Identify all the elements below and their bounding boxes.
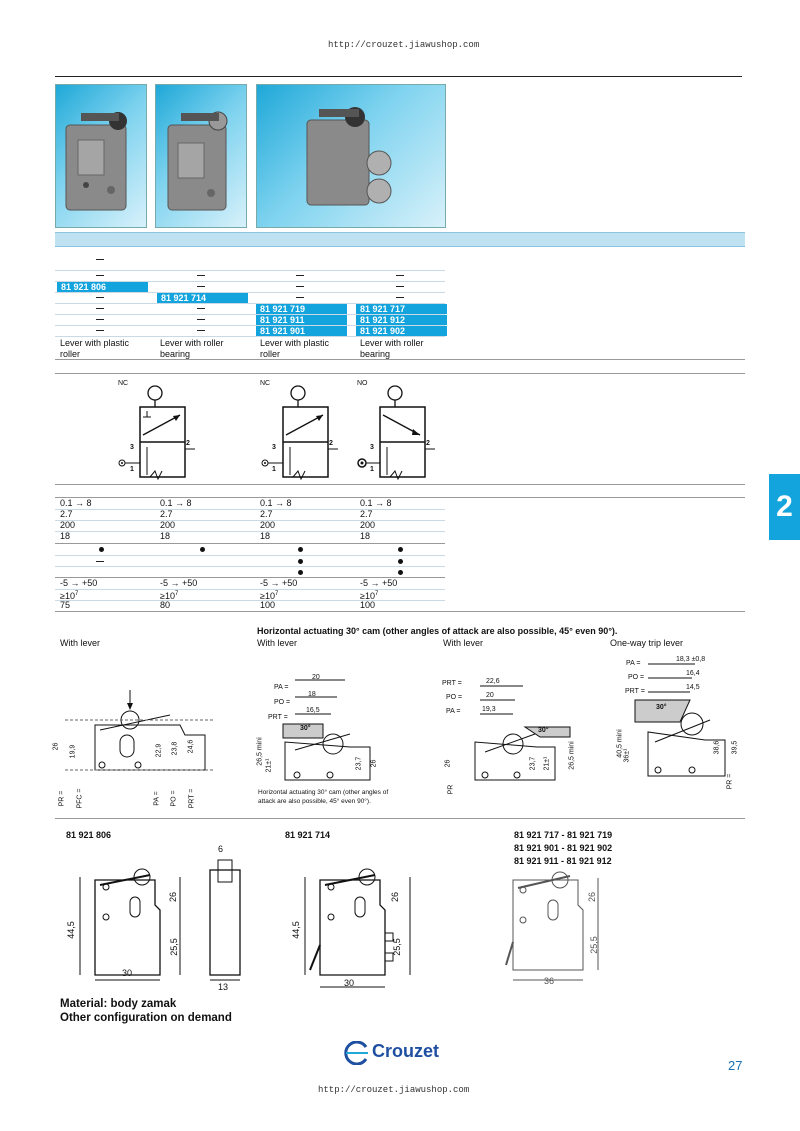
- spec-pressure: 0.1 → 8: [360, 498, 392, 508]
- desc-line: bearing: [160, 349, 191, 359]
- dim: 26: [370, 759, 378, 768]
- dimension-drawing-a: [60, 855, 250, 995]
- material-note: [60, 997, 232, 1025]
- valve-symbol-3: [350, 385, 440, 480]
- spec-force: 18: [60, 531, 71, 541]
- pa-label: PA =: [446, 708, 461, 715]
- dim-title-a: 81 921 806: [66, 830, 112, 840]
- actuation-heading: Horizontal actuating 30° cam (other angles of attack are also possible, 45° even 90°).: [257, 626, 618, 636]
- dim: 23,7: [355, 756, 363, 771]
- bullet: [200, 547, 205, 552]
- dim: 18: [308, 691, 316, 698]
- valve-symbol-2: [253, 385, 343, 480]
- port-3-label: 3: [130, 444, 134, 451]
- dim: 44,5: [65, 921, 76, 939]
- dash: [197, 275, 205, 276]
- dash: [96, 330, 104, 331]
- table-header-band: [55, 232, 745, 247]
- row-rule: [55, 543, 445, 544]
- angle: 30°: [300, 725, 311, 732]
- dim: 26: [52, 742, 60, 751]
- ref-806[interactable]: 81 921 806: [57, 282, 148, 292]
- desc-3: [260, 338, 329, 360]
- nc-label-1: NC: [118, 380, 129, 387]
- nc-label-2: NC: [260, 380, 271, 387]
- life-exp: 7: [274, 591, 279, 597]
- page-number: 27: [728, 1058, 743, 1073]
- life-exp: 7: [174, 591, 179, 597]
- dim: PR =: [726, 773, 734, 790]
- desc-2: [160, 338, 224, 360]
- dim: 44,5: [290, 921, 301, 939]
- po-label: PO =: [274, 699, 291, 706]
- brand-name: Crouzet: [372, 1041, 439, 1061]
- dim: 30: [344, 978, 355, 988]
- row-rule: [55, 336, 445, 337]
- actuation-note: Horizontal actuating 30° cam (other angles of attack are also possible, 45° even 90°).: [258, 789, 389, 805]
- row-rule: [55, 531, 445, 532]
- dim: PR: [447, 784, 455, 795]
- spec-force: 18: [360, 531, 371, 541]
- spec-pressure: 0.1 → 8: [160, 498, 192, 508]
- ref-714[interactable]: 81 921 714: [157, 293, 248, 303]
- spec-temp: -5 → +50: [160, 578, 198, 588]
- dash: [296, 286, 304, 287]
- desc-line: Lever with roller: [160, 338, 224, 348]
- spec-nl: 200: [360, 520, 376, 530]
- desc-line: roller: [260, 349, 281, 359]
- dim: 38,6: [713, 740, 721, 755]
- pa-label: PA =: [274, 684, 289, 691]
- ref-902[interactable]: 81 921 902: [356, 326, 447, 336]
- dash: [296, 275, 304, 276]
- port-2-label: 2: [426, 440, 430, 447]
- ref-911[interactable]: 81 921 911: [256, 315, 347, 325]
- dash: [96, 319, 104, 320]
- caption-2: With lever: [257, 638, 298, 648]
- bullet: [99, 547, 104, 552]
- spec-pressure: 0.1 → 8: [60, 498, 92, 508]
- bullet: [298, 559, 303, 564]
- crouzet-logo[interactable]: [340, 1037, 460, 1069]
- angle: 30°: [538, 727, 549, 734]
- dimension-drawing-c: [498, 860, 618, 990]
- dim: 21±¹: [543, 756, 551, 771]
- section-rule: [55, 818, 745, 819]
- life-exp: 7: [74, 591, 79, 597]
- desc-line: bearing: [360, 349, 391, 359]
- dim: 36: [544, 976, 555, 986]
- spec-weight: 75: [60, 600, 71, 610]
- dim: 22,9: [155, 743, 163, 758]
- material-line: Material: body zamak: [60, 998, 177, 1010]
- spec-flow: 2.7: [360, 509, 373, 519]
- dash: [197, 319, 205, 320]
- dim: 40,5 mini: [616, 729, 624, 758]
- dim: PR =: [58, 790, 66, 807]
- dim: 16,4: [686, 670, 700, 677]
- section-rule: [55, 611, 745, 612]
- spec-nl: 200: [260, 520, 276, 530]
- section-rule: [55, 373, 745, 374]
- bullet: [398, 570, 403, 575]
- dim: 26: [168, 891, 179, 903]
- spec-nl: 200: [60, 520, 76, 530]
- spec-flow: 2.7: [60, 509, 73, 519]
- spec-weight: 100: [360, 600, 376, 610]
- dash: [296, 297, 304, 298]
- dim-title-c1: 81 921 717 - 81 921 719: [514, 830, 613, 840]
- desc-4: [360, 338, 424, 360]
- bullet: [398, 559, 403, 564]
- dim: 18,3 ±0,8: [676, 656, 706, 663]
- row-rule: [55, 600, 445, 601]
- dim: 25,5: [588, 936, 599, 954]
- actuation-diagram-1: [60, 690, 220, 790]
- dim: 13: [218, 982, 229, 992]
- dim: 36±¹: [623, 748, 631, 763]
- spec-weight: 100: [260, 600, 276, 610]
- dim: 26,5 mini: [256, 737, 264, 766]
- spec-weight: 80: [160, 600, 171, 610]
- life-value: ≥10: [160, 591, 175, 601]
- dash: [96, 275, 104, 276]
- dim: 25,5: [168, 938, 179, 956]
- dim: 24,6: [187, 739, 195, 754]
- no-label: NO: [357, 380, 368, 387]
- dash: [396, 297, 404, 298]
- section-rule: [55, 497, 745, 498]
- actuation-diagram-4: [610, 652, 750, 792]
- port-1-label: 1: [130, 466, 134, 473]
- logo-mark-icon: [340, 1041, 370, 1065]
- ref-912[interactable]: 81 921 912: [356, 315, 447, 325]
- header-url[interactable]: http://crouzet.jiawushop.com: [328, 40, 480, 50]
- prt-label: PRT =: [268, 714, 288, 721]
- dim: 20: [486, 692, 494, 699]
- spec-pressure: 0.1 → 8: [260, 498, 292, 508]
- dash: [197, 286, 205, 287]
- port-1-label: 1: [370, 466, 374, 473]
- port-3-label: 3: [272, 444, 276, 451]
- material-line: Other configuration on demand: [60, 1012, 232, 1024]
- dim: 26: [444, 759, 452, 768]
- dim-title-b: 81 921 714: [285, 830, 331, 840]
- desc-line: roller: [60, 349, 81, 359]
- product-photo-1: [55, 84, 147, 228]
- port-2-label: 2: [186, 440, 190, 447]
- row-rule: [55, 555, 445, 556]
- spec-nl: 200: [160, 520, 176, 530]
- spec-temp: -5 → +50: [360, 578, 398, 588]
- bullet: [298, 570, 303, 575]
- dim: 21±¹: [265, 758, 273, 773]
- dim: 20: [312, 674, 320, 681]
- life-value: ≥10: [260, 591, 275, 601]
- section-tab[interactable]: 2: [769, 474, 800, 540]
- dim: 19,9: [69, 744, 77, 759]
- pa-label: PA =: [626, 660, 641, 667]
- dim: PO =: [170, 790, 178, 807]
- life-value: ≥10: [60, 591, 75, 601]
- dim: 39,5: [731, 740, 739, 755]
- desc-1: [60, 338, 129, 360]
- actuation-diagram-3: [445, 672, 585, 792]
- port-1-label: 1: [272, 466, 276, 473]
- life-value: ≥10: [360, 591, 375, 601]
- bullet: [398, 547, 403, 552]
- dim: 26: [587, 891, 598, 903]
- ref-719[interactable]: 81 921 719: [256, 304, 347, 314]
- caption-4: One-way trip lever: [610, 638, 684, 648]
- caption-1: With lever: [60, 638, 101, 648]
- spec-flow: 2.7: [260, 509, 273, 519]
- spec-force: 18: [160, 531, 171, 541]
- dash: [396, 286, 404, 287]
- dim: PRT =: [188, 788, 196, 809]
- spec-force: 18: [260, 531, 271, 541]
- dim: 16,5: [306, 707, 320, 714]
- top-rule: [55, 76, 742, 77]
- caption-3: With lever: [443, 638, 484, 648]
- product-photo-2: [155, 84, 247, 228]
- port-2-label: 2: [329, 440, 333, 447]
- dim: 22,6: [486, 678, 500, 685]
- dash: [96, 561, 104, 562]
- row-rule: [55, 566, 445, 567]
- section-rule: [55, 484, 745, 485]
- spec-temp: -5 → +50: [260, 578, 298, 588]
- dim: 25,5: [391, 938, 402, 956]
- row-rule: [55, 520, 445, 521]
- product-photo-3: [256, 84, 446, 228]
- dim: PFC =: [76, 788, 84, 809]
- dim: 26,5 mini: [568, 741, 576, 770]
- ref-717[interactable]: 81 921 717: [356, 304, 447, 314]
- dimension-drawing-b: [285, 855, 425, 995]
- prt-label: PRT =: [442, 680, 462, 687]
- row-rule: [55, 589, 445, 590]
- row-rule: [55, 509, 445, 510]
- po-label: PO =: [628, 674, 645, 681]
- dash: [96, 259, 104, 260]
- dim-title-c3: 81 921 911 - 81 921 912: [514, 856, 612, 866]
- dash: [396, 275, 404, 276]
- life-exp: 7: [374, 591, 379, 597]
- desc-line: Lever with plastic: [260, 338, 330, 348]
- dash: [197, 308, 205, 309]
- dim: 30: [122, 968, 133, 978]
- desc-line: Lever with roller: [360, 338, 424, 348]
- po-label: PO =: [446, 694, 463, 701]
- dim: 23,8: [171, 741, 179, 756]
- port-3-label: 3: [370, 444, 374, 451]
- angle: 30°: [656, 704, 667, 711]
- spec-temp: -5 → +50: [60, 578, 98, 588]
- ref-901[interactable]: 81 921 901: [256, 326, 347, 336]
- footer-url[interactable]: http://crouzet.jiawushop.com: [318, 1085, 470, 1095]
- dash: [96, 297, 104, 298]
- dim: PA =: [153, 791, 161, 806]
- dash: [197, 330, 205, 331]
- spec-flow: 2.7: [160, 509, 173, 519]
- prt-label: PRT =: [625, 688, 645, 695]
- dim: 6: [218, 844, 224, 854]
- dim: 19,3: [482, 706, 496, 713]
- dim: 14,5: [686, 684, 700, 691]
- dim: 26: [390, 891, 401, 903]
- dim: 23,7: [529, 756, 537, 771]
- desc-line: Lever with plastic: [60, 338, 130, 348]
- dim-title-c2: 81 921 901 - 81 921 902: [514, 843, 613, 853]
- bullet: [298, 547, 303, 552]
- valve-symbol-1: [110, 385, 200, 480]
- dash: [96, 308, 104, 309]
- row-rule: [55, 270, 445, 271]
- row-rule: [55, 292, 445, 293]
